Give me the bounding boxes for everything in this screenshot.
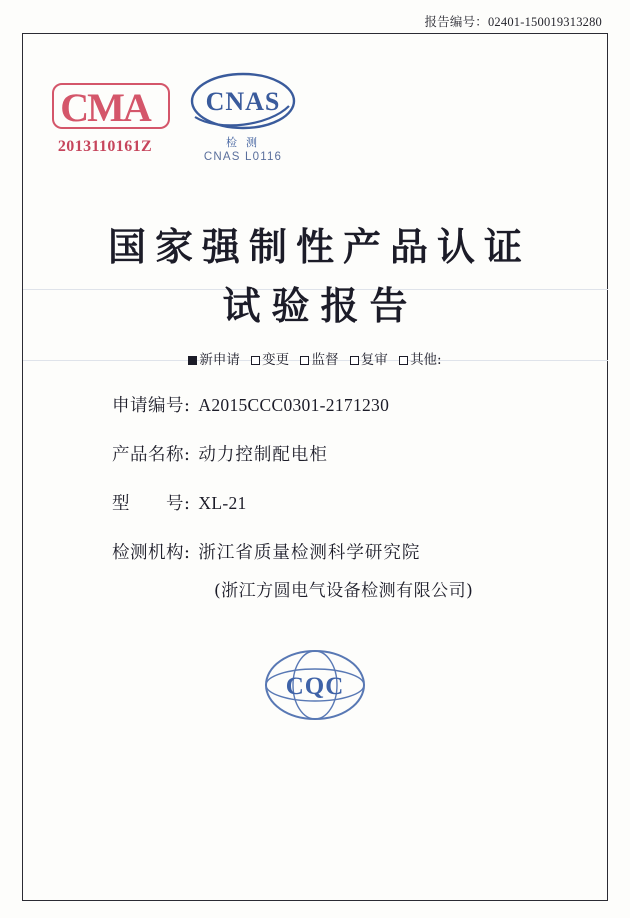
field-value: A2015CCC0301-2171230	[198, 395, 390, 415]
application-type-checkboxes	[0, 348, 630, 368]
field-model	[0, 490, 630, 515]
svg-text:CNAS: CNAS	[205, 87, 281, 116]
checkbox-checked-icon[interactable]	[188, 356, 197, 365]
title-line-2: 试验报告	[222, 282, 419, 328]
field-value: 浙江省质量检测科学研究院	[198, 543, 421, 563]
cma-icon: CMA	[56, 88, 154, 128]
checkbox-option[interactable]	[188, 352, 240, 368]
document-title	[0, 218, 630, 336]
cnas-code: CNAS L0116	[203, 151, 283, 163]
checkbox-empty-icon[interactable]	[300, 356, 309, 365]
checkbox-option[interactable]	[350, 352, 388, 368]
field-value: 动力控制配电柜	[198, 445, 328, 465]
checkbox-option[interactable]	[300, 352, 338, 368]
report-number-value: 02401-150019313280	[487, 15, 602, 29]
title-line-1: 国家强制性产品认证	[107, 224, 531, 269]
report-number	[424, 12, 602, 30]
cqc-seal	[0, 648, 630, 727]
checkbox-label: 复审	[360, 352, 388, 368]
field-application-number	[0, 392, 630, 417]
report-number-label: 报告编号：	[424, 15, 488, 29]
testing-institution-subline: (浙江方圆电气设备检测有限公司)	[214, 581, 474, 601]
checkbox-empty-icon[interactable]	[399, 356, 408, 365]
cnas-icon	[189, 70, 297, 132]
report-fields	[0, 392, 630, 601]
field-label: 检测机构:	[112, 543, 191, 563]
cnas-subtext: 检 测	[225, 137, 261, 149]
checkbox-label: 变更	[262, 352, 290, 368]
field-value: XL-21	[198, 493, 247, 513]
checkbox-label: 其他:	[410, 352, 442, 368]
cma-code: 2013110161Z	[57, 138, 153, 155]
field-testing-institution	[0, 539, 630, 564]
field-label: 型 号:	[112, 494, 191, 514]
checkbox-empty-icon[interactable]	[251, 356, 260, 365]
checkbox-label: 新申请	[199, 352, 240, 368]
checkbox-label: 监督	[311, 352, 339, 368]
checkbox-option[interactable]	[399, 352, 442, 368]
field-product-name	[0, 441, 630, 466]
cma-mark-block	[40, 85, 170, 156]
svg-text:CQC: CQC	[285, 673, 345, 700]
field-label: 申请编号:	[112, 396, 191, 416]
accreditation-marks	[0, 60, 630, 190]
checkbox-option[interactable]	[251, 352, 289, 368]
checkbox-empty-icon[interactable]	[350, 356, 359, 365]
cqc-icon	[263, 648, 367, 722]
cnas-mark-block	[178, 70, 308, 163]
field-label: 产品名称:	[112, 445, 191, 465]
